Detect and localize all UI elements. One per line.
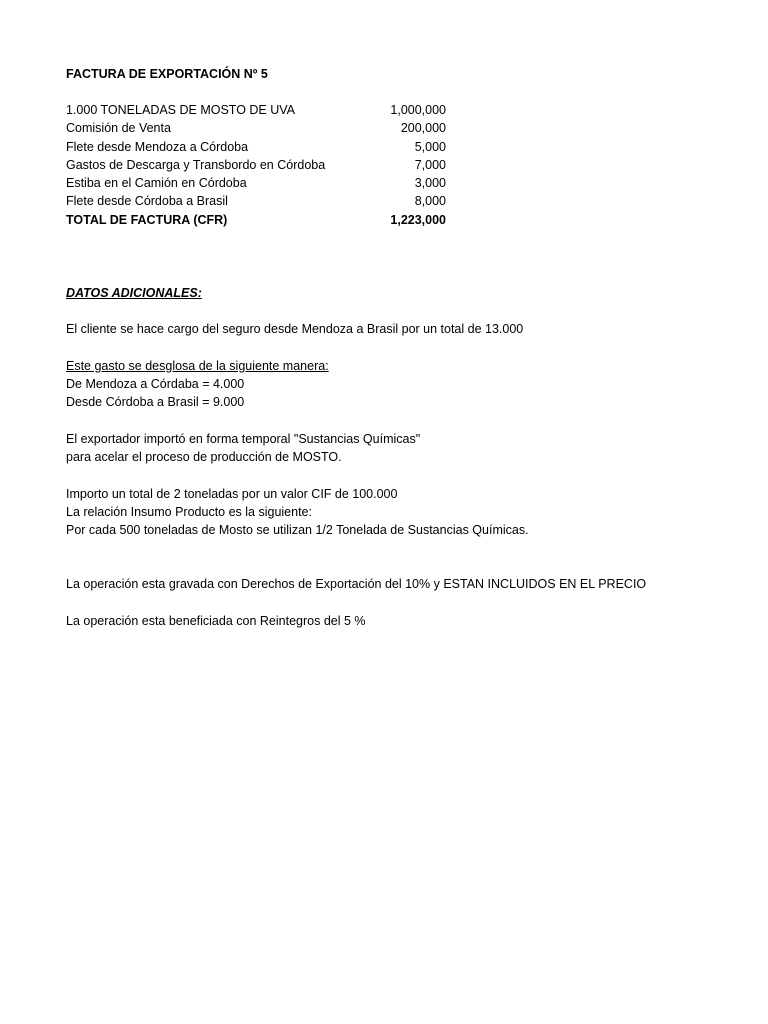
import-note-line: para acelar el proceso de producción de MOSTO.	[66, 450, 342, 464]
invoice-row	[66, 119, 446, 137]
invoice-row-amount: 7,000	[414, 158, 446, 172]
invoice-total-label: TOTAL DE FACTURA (CFR)	[66, 213, 228, 227]
invoice-total-row	[66, 211, 446, 229]
ratio-note-line: Importo un total de 2 toneladas por un valor CIF de 100.000	[66, 487, 398, 501]
invoice-row-description: 1.000 TONELADAS DE MOSTO DE UVA	[66, 103, 296, 117]
invoice-row-amount: 5,000	[414, 140, 446, 154]
duties-note: La operación esta gravada con Derechos de Exportación del 10% y ESTAN INCLUIDOS EN EL PRECIO	[66, 577, 647, 591]
invoice-row-description: Gastos de Descarga y Transbordo en Córdoba	[66, 158, 326, 172]
breakdown-line: Desde Córdoba a Brasil = 9.000	[66, 395, 245, 409]
invoice-row	[66, 156, 446, 174]
breakdown-heading: Este gasto se desglosa de la siguiente manera:	[66, 359, 329, 373]
invoice-row-amount: 3,000	[414, 176, 446, 190]
invoice-row-description: Estiba en el Camión en Córdoba	[66, 176, 247, 190]
invoice-row-amount: 1,000,000	[390, 103, 446, 117]
import-note-line: El exportador importó en forma temporal "Sustancias Químicas"	[66, 432, 421, 446]
ratio-note-line: Por cada 500 toneladas de Mosto se utilizan 1/2 Tonelada de Sustancias Químicas.	[66, 523, 529, 537]
invoice-row-amount: 8,000	[414, 194, 446, 208]
invoice-title: FACTURA DE EXPORTACIÓN Nº 5	[66, 67, 268, 81]
invoice-row	[66, 174, 446, 192]
refunds-note: La operación esta beneficiada con Reintegros del 5 %	[66, 614, 366, 628]
invoice-row	[66, 192, 446, 210]
invoice-row-description: Flete desde Córdoba a Brasil	[66, 194, 228, 208]
insurance-note: El cliente se hace cargo del seguro desde Mendoza a Brasil por un total de 13.000	[66, 322, 524, 336]
invoice-row-description: Comisión de Venta	[66, 121, 171, 135]
breakdown-line: De Mendoza a Córdaba = 4.000	[66, 377, 245, 391]
invoice-row-amount: 200,000	[400, 121, 446, 135]
additional-data-heading: DATOS ADICIONALES:	[66, 286, 202, 300]
ratio-note-line: La relación Insumo Producto es la siguiente:	[66, 505, 312, 519]
invoice-row	[66, 101, 446, 119]
invoice-row	[66, 138, 446, 156]
invoice-row-description: Flete desde Mendoza a Córdoba	[66, 140, 249, 154]
invoice-total-amount: 1,223,000	[390, 213, 446, 227]
